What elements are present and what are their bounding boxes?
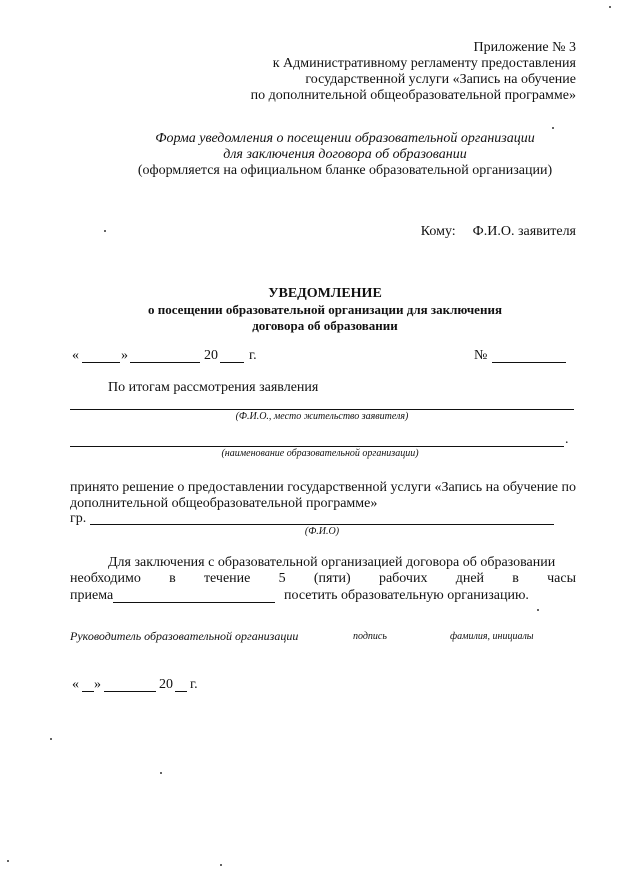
year-prefix: 20 xyxy=(159,677,173,692)
form-heading xyxy=(100,131,590,179)
quote-open: « xyxy=(72,348,79,363)
scan-speck xyxy=(537,609,539,611)
paragraph-word: часы xyxy=(547,571,576,586)
appendix-number: Приложение № 3 xyxy=(473,40,576,55)
form-heading-note: (оформляется на официальном бланке образовательной организации) xyxy=(137,163,553,178)
quote-open: « xyxy=(72,677,79,692)
scan-speck xyxy=(104,230,106,232)
scan-speck xyxy=(220,864,222,866)
paragraph-line3-start: приема xyxy=(70,588,114,603)
scan-speck xyxy=(160,772,162,774)
paragraph-word: в xyxy=(169,571,176,586)
paragraph-word: рабочих xyxy=(378,571,428,586)
citizen-blank xyxy=(90,524,554,525)
title-main: УВЕДОМЛЕНИЕ xyxy=(268,286,382,301)
intro-text: По итогам рассмотрения заявления xyxy=(108,380,319,395)
scan-speck xyxy=(50,738,52,740)
signature-head: Руководитель образовательной организации xyxy=(70,629,299,643)
organization-dot: . xyxy=(565,432,569,447)
month-blank xyxy=(130,362,200,363)
year-blank xyxy=(175,691,187,692)
title-sub: договора об образовании xyxy=(252,318,398,333)
year-prefix: 20 xyxy=(204,348,218,363)
paragraph-line1: Для заключения с образовательной организацией договора об образовании xyxy=(108,555,556,570)
year-suffix: г. xyxy=(249,348,257,363)
month-blank xyxy=(104,691,156,692)
citizen-caption: (Ф.И.О) xyxy=(304,526,340,537)
scan-speck xyxy=(7,860,9,862)
year-blank xyxy=(220,362,244,363)
quote-close: » xyxy=(121,348,128,363)
recipient-label: Кому: xyxy=(420,224,456,239)
form-heading-line: Форма уведомления о посещении образовательной организации xyxy=(155,131,535,146)
gr-label: гр. xyxy=(70,511,87,526)
signature-sign: подпись xyxy=(353,631,387,642)
recipient-value: Ф.И.О. заявителя xyxy=(472,224,576,239)
paragraph-line3-end: посетить образовательную организацию. xyxy=(284,588,529,603)
organization-blank xyxy=(70,446,564,447)
date-row xyxy=(72,348,572,366)
document-title xyxy=(70,286,580,334)
decision-text: принято решение о предоставлении государственной услуги «Запись на обучение по дополнительной общеобразовательной программе» xyxy=(70,480,576,511)
applicant-blank xyxy=(70,409,574,410)
organization-caption: (наименование образовательной организации) xyxy=(221,448,419,459)
paragraph-word: течение xyxy=(203,571,251,586)
paragraph-word: в xyxy=(512,571,519,586)
appendix-line: к Административному регламенту предоставления xyxy=(272,56,576,71)
paragraph-word: необходимо xyxy=(70,571,141,586)
signature-name: фамилия, инициалы xyxy=(450,631,534,642)
number-blank xyxy=(492,362,566,363)
title-sub: о посещении образовательной организации для заключения xyxy=(148,302,502,317)
paragraph-word: 5 xyxy=(278,571,286,586)
quote-close: » xyxy=(94,677,101,692)
scan-speck xyxy=(552,127,554,129)
day-blank xyxy=(82,362,120,363)
year-suffix: г. xyxy=(190,677,198,692)
appendix-line: по дополнительной общеобразовательной программе» xyxy=(250,88,576,103)
recipient xyxy=(421,224,576,240)
footer-date xyxy=(72,677,272,695)
paragraph-word: (пяти) xyxy=(313,571,351,586)
form-heading-line: для заключения договора об образовании xyxy=(223,147,467,162)
paragraph-word: дней xyxy=(455,571,485,586)
number-sign: № xyxy=(474,348,488,363)
appendix-block xyxy=(156,40,576,104)
scan-speck xyxy=(609,6,611,8)
reception-hours-blank xyxy=(113,602,275,603)
appendix-line: государственной услуги «Запись на обучение xyxy=(305,72,576,87)
day-blank xyxy=(82,691,94,692)
paragraph-line2 xyxy=(70,571,576,587)
applicant-caption: (Ф.И.О., место жительство заявителя) xyxy=(235,411,409,422)
